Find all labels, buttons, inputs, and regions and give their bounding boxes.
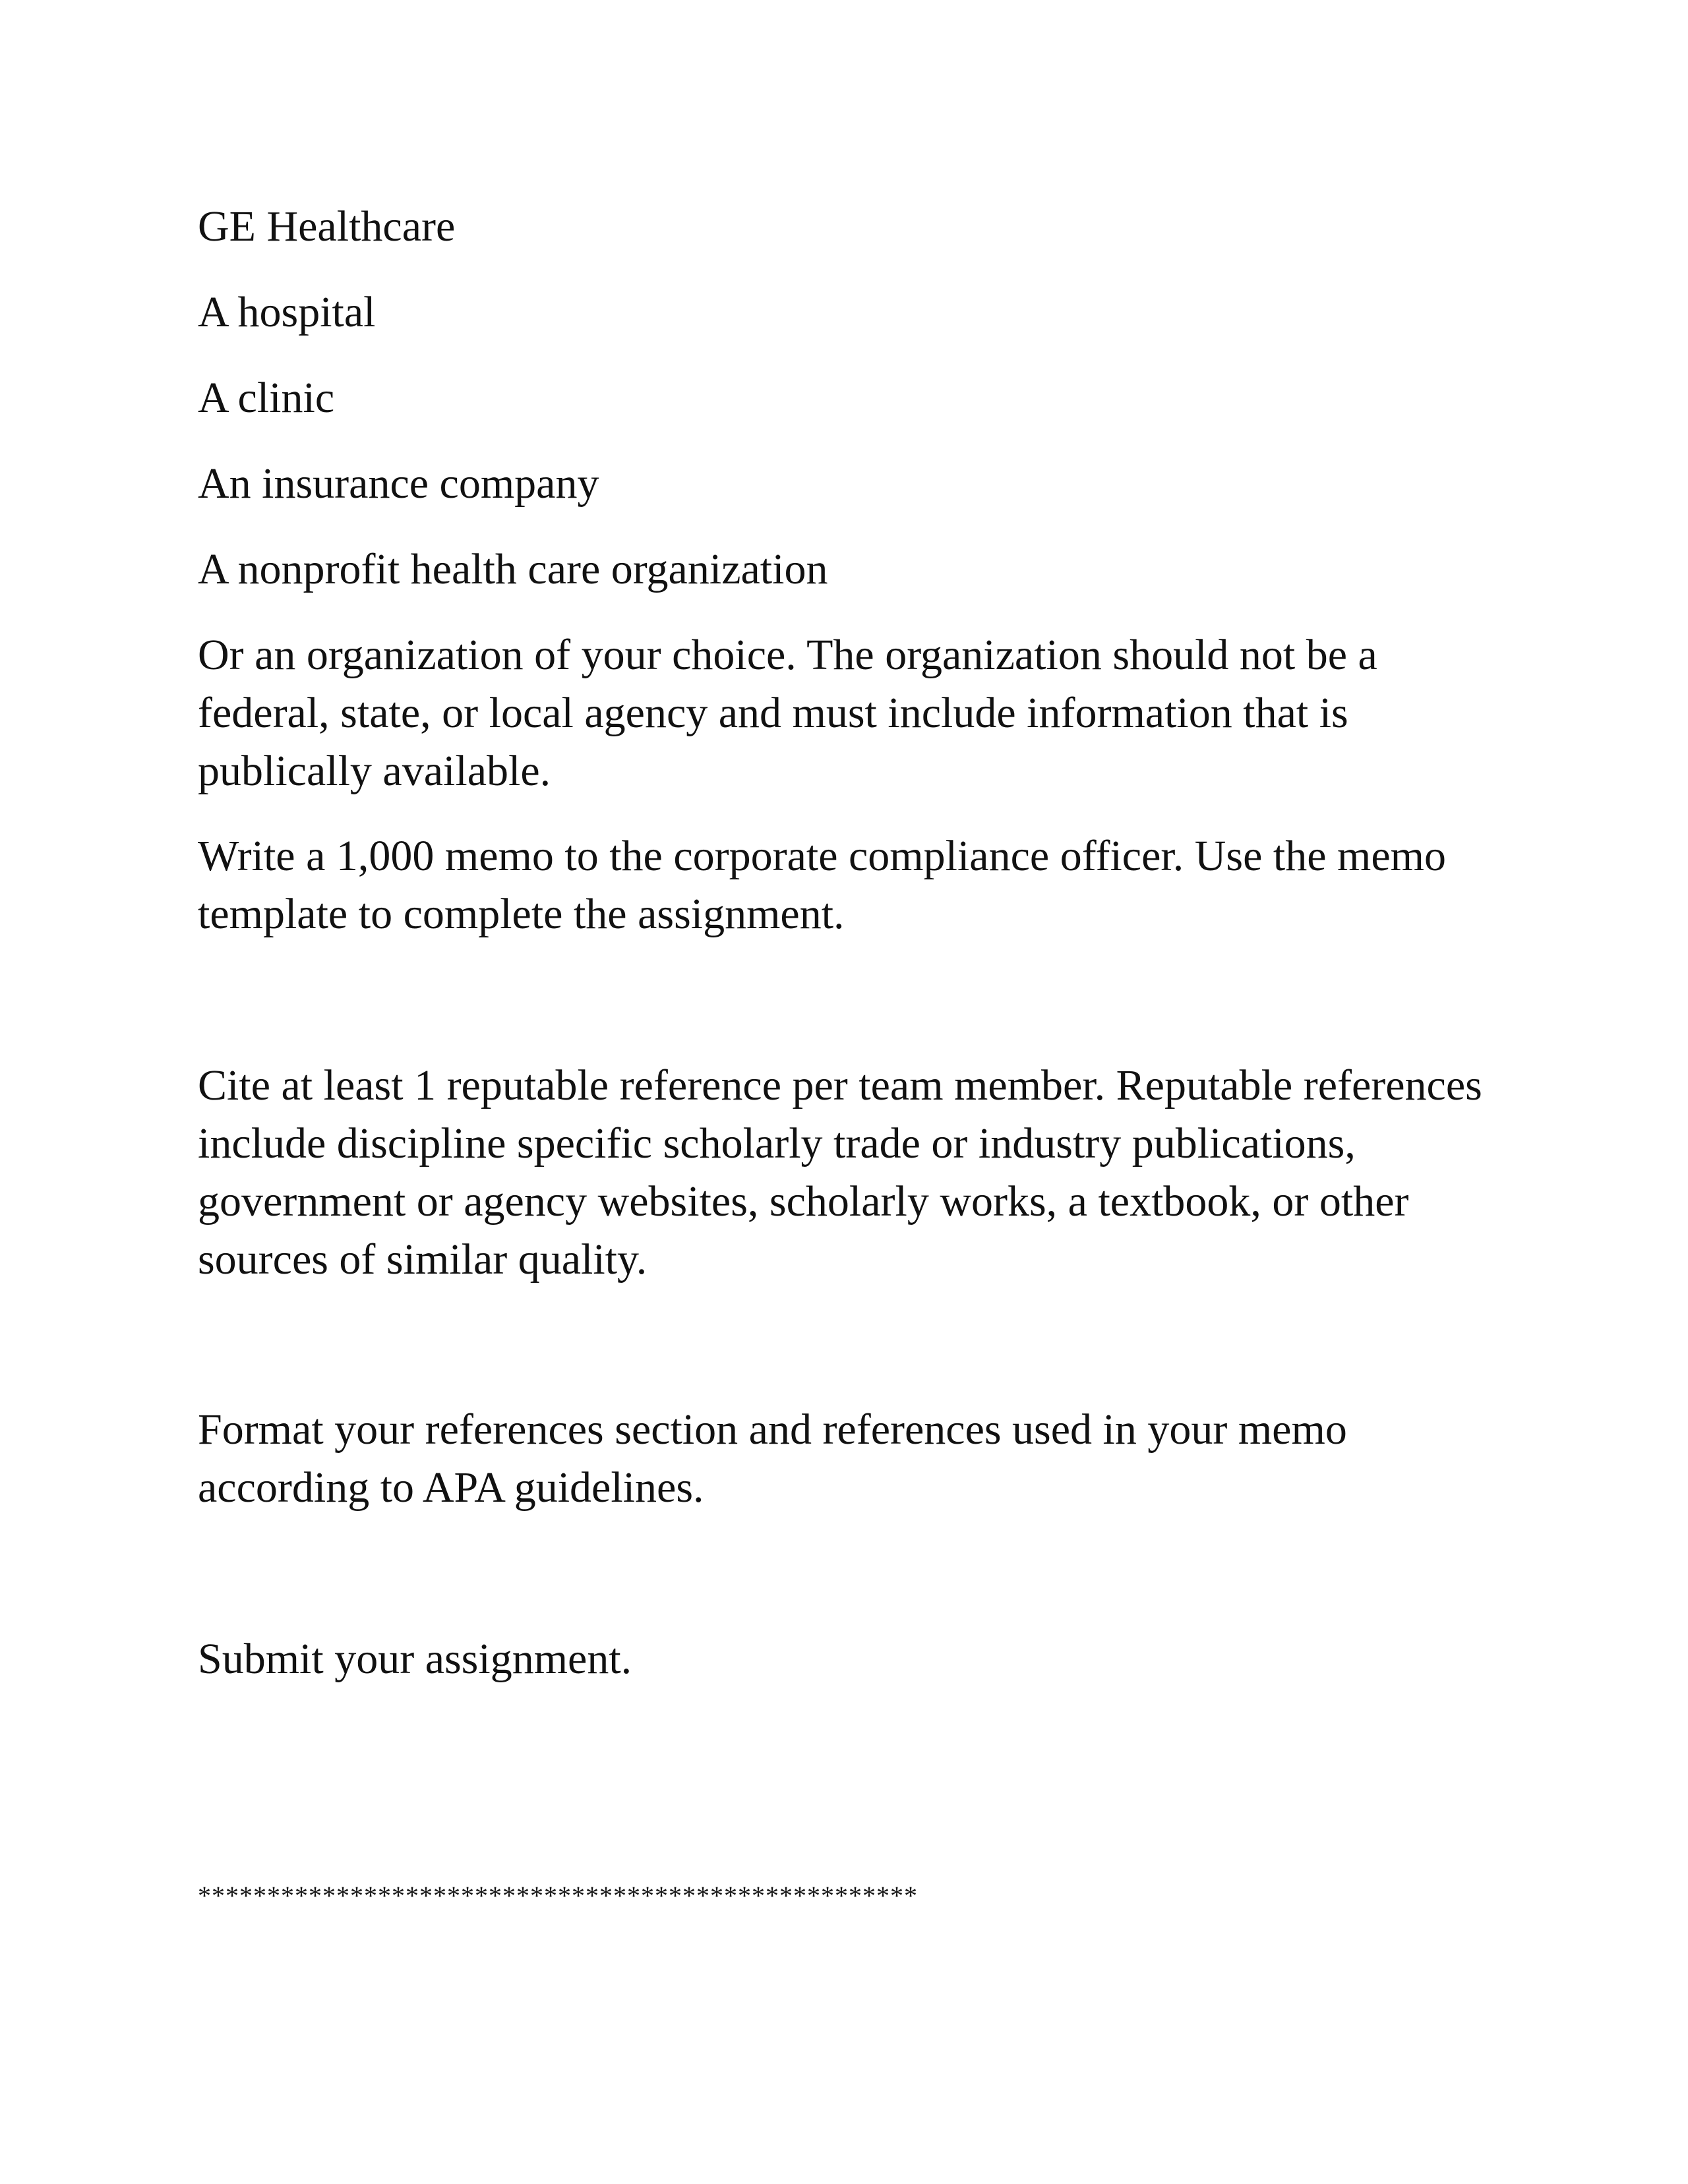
paragraph-cite-instruction: Cite at least 1 reputable reference per team member. Reputable references include discipline specific scholarly trade or industry publications, government or agency websites, scholarly works, a textbook, or other sources of similar quality. [198,1061,1482,1284]
list-item-clinic: A clinic [198,374,335,422]
paragraph-memo-instruction: Write a 1,000 memo to the corporate compliance officer. Use the memo template to complete the assignment. [198,832,1446,938]
list-item-insurance-company: An insurance company [198,459,599,508]
separator-asterisks: **************************************************** [198,1881,918,1910]
list-item-nonprofit-organization: A nonprofit health care organization [198,545,828,593]
paragraph-organization-choice: Or an organization of your choice. The organization should not be a federal, state, or local agency and must include information that is publically available. [198,631,1377,795]
list-item-ge-healthcare: GE Healthcare [198,202,456,251]
paragraph-format-instruction: Format your references section and references used in your memo according to APA guidelines. [198,1405,1347,1512]
paragraph-submit-instruction: Submit your assignment. [198,1635,632,1683]
list-item-hospital: A hospital [198,288,376,336]
